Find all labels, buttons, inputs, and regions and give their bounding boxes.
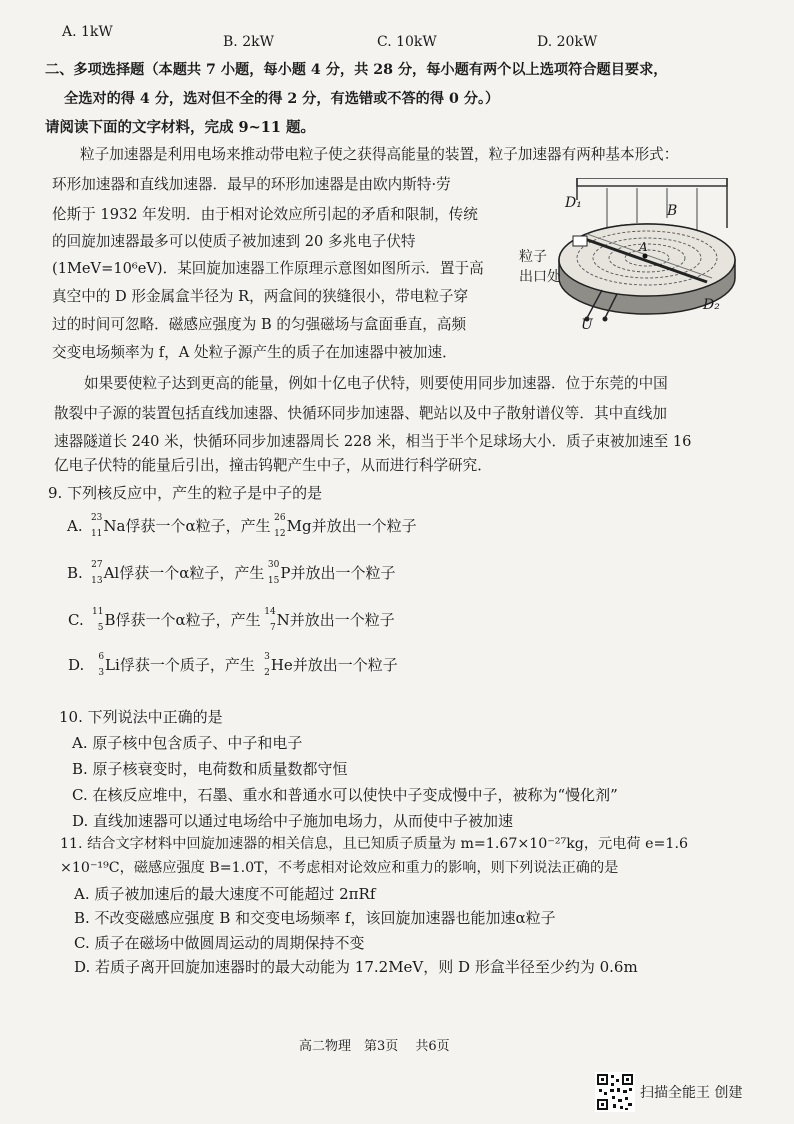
option-text: 俘获一个质子，产生 [119, 656, 255, 674]
cyclotron-diagram [517, 178, 737, 338]
section-heading: 二、多项选择题（本题共 7 小题，每小题 4 分，共 28 分，每小题有两个以上选项符合题目要求， [45, 62, 668, 78]
mass-number: 26 [274, 513, 286, 523]
option-d: D. 20kW [537, 34, 598, 50]
q10-option-b: B. 原子核衰变时，电荷数和质量数都守恒 [72, 760, 348, 778]
option-label: C. [68, 611, 84, 629]
q10-option-a: A. 原子核中包含质子、中子和电子 [72, 734, 303, 752]
atomic-number: 15 [267, 576, 280, 586]
atomic-number: 13 [91, 576, 103, 586]
a-label: A [639, 240, 648, 254]
passage-line: 真空中的 D 形金属盒半径为 R，两盒间的狭缝很小，带电粒子穿 [52, 288, 469, 305]
nuclide-notation [89, 607, 105, 633]
element-symbol: Na [103, 517, 126, 535]
element-symbol: Mg [286, 517, 312, 535]
option-text: 并放出一个粒子 [289, 611, 395, 629]
passage-line: (1MeV=10⁶eV)．某回旋加速器工作原理示意图如图所示．置于高 [52, 260, 484, 277]
option-a: A. 1kW [62, 24, 113, 40]
qr-code-icon [595, 1072, 635, 1112]
nuclide-notation [271, 513, 287, 539]
mass-number: 14 [264, 607, 276, 617]
q9-option-a [67, 513, 417, 539]
q11-option-d: D. 若质子离开回旋加速器时的最大动能为 17.2MeV，则 D 形盒半径至少约为 0.6m [74, 958, 638, 976]
mass-number: 23 [90, 513, 103, 523]
q11-option-c: C. 质子在磁场中做圆周运动的周期保持不变 [74, 934, 365, 952]
passage-line: 散裂中子源的装置包括直线加速器、快循环同步加速器、靶站以及中子散射谱仪等．其中直线加 [54, 405, 667, 422]
q11-option-a: A. 质子被加速后的最大速度不可能超过 2πRf [74, 885, 376, 903]
q11-option-b: B. 不改变磁感应强度 B 和交变电场频率 f，该回旋加速器也能加速α粒子 [74, 909, 556, 927]
element-symbol: Li [105, 656, 120, 674]
q10-option-d: D. 直线加速器可以通过电场给中子施加电场力，从而使中子被加速 [72, 812, 514, 830]
nuclide-notation [255, 652, 271, 678]
option-c: C. 10kW [377, 34, 437, 50]
option-text: 俘获一个α粒子，产生 [119, 564, 265, 582]
atomic-number: 2 [264, 668, 270, 678]
nuclide-notation [88, 560, 104, 586]
d2-label: D₂ [703, 297, 720, 313]
nuclide-notation [89, 652, 105, 678]
scanner-watermark: 扫描全能王 创建 [640, 1085, 743, 1101]
atomic-number: 7 [269, 623, 276, 633]
element-symbol: N [276, 611, 290, 629]
q9-option-b [67, 560, 396, 586]
mass-number: 3 [264, 652, 270, 662]
passage-line: 如果要使粒子达到更高的能量，例如十亿电子伏特，则要使用同步加速器．位于东莞的中国 [84, 375, 668, 392]
q10-stem: 10. 下列说法中正确的是 [59, 708, 223, 726]
option-text: 并放出一个粒子 [292, 656, 398, 674]
option-text: 并放出一个粒子 [290, 564, 396, 582]
reading-instruction: 请阅读下面的文字材料，完成 9~11 题。 [45, 119, 316, 136]
atomic-number: 3 [98, 668, 105, 678]
passage-line: 速器隧道长 240 米，快循环同步加速器周长 228 米，相当于半个足球场大小．质子束被加速至 16 [54, 433, 692, 450]
passage-line: 亿电子伏特的能量后引出，撞击钨靶产生中子，从而进行科学研究． [54, 457, 492, 474]
mass-number: 27 [91, 560, 103, 570]
q11-stem-cont: ×10⁻¹⁹C，磁感应强度 B=1.0T，不考虑相对论效应和重力的影响，则下列说法正确的是 [60, 860, 619, 876]
option-label: B. [67, 564, 83, 582]
nuclide-notation [264, 560, 280, 586]
nuclide-notation [261, 607, 277, 633]
outlet-label: 粒子 [519, 249, 547, 265]
d1-label: D₁ [565, 195, 582, 211]
option-text: 并放出一个粒子 [311, 517, 417, 535]
passage-line: 过的时间可忽略．磁感应强度为 B 的匀强磁场与盒面垂直，高频 [52, 316, 467, 333]
outlet-label: 出口处 [519, 269, 561, 285]
nuclide-notation [87, 513, 103, 539]
q11-stem: 11. 结合文字材料中回旋加速器的相关信息，且已知质子质量为 m=1.67×10⁻²⁷kg，元电荷 e=1.6 [60, 836, 688, 852]
element-symbol: P [280, 564, 291, 582]
passage-line: 粒子加速器是利用电场来推动带电粒子使之获得高能量的装置，粒子加速器有两种基本形式： [80, 146, 679, 163]
cyclotron-illustration [517, 178, 737, 338]
atomic-number: 5 [97, 623, 104, 633]
element-symbol: He [270, 656, 293, 674]
element-symbol: Al [103, 564, 120, 582]
option-label: D. [68, 656, 85, 674]
passage-line: 伦斯于 1932 年发明．由于相对论效应所引起的矛盾和限制，传统 [52, 206, 478, 223]
mass-number: 30 [267, 560, 280, 570]
atomic-number: 12 [274, 529, 286, 539]
q10-option-c: C. 在核反应堆中，石墨、重水和普通水可以使快中子变成慢中子，被称为“慢化剂” [72, 786, 618, 804]
section-heading-cont: 全选对的得 4 分，选对但不全的得 2 分，有选错或不答的得 0 分。） [64, 91, 500, 107]
option-text: 俘获一个α粒子，产生 [115, 611, 261, 629]
atomic-number: 11 [90, 529, 103, 539]
q9-stem: 9. 下列核反应中，产生的粒子是中子的是 [48, 484, 323, 502]
mass-number: 6 [98, 652, 105, 662]
q9-option-d [68, 652, 398, 678]
element-symbol: B [104, 611, 116, 629]
passage-line: 的回旋加速器最多可以使质子被加速到 20 多兆电子伏特 [52, 233, 416, 250]
passage-line: 交变电场频率为 f，A 处粒子源产生的质子在加速器中被加速． [52, 344, 457, 361]
option-label: A. [67, 517, 83, 535]
passage-line: 环形加速器和直线加速器．最早的环形加速器是由欧内斯特·劳 [52, 176, 451, 193]
u-label: U [581, 317, 593, 333]
mass-number: 11 [92, 607, 104, 617]
option-b: B. 2kW [223, 34, 274, 50]
b-label: B [667, 203, 678, 219]
page-footer: 高二物理 第3页 共6页 [299, 1039, 450, 1054]
q9-option-c [68, 607, 395, 633]
option-text: 俘获一个α粒子，产生 [125, 517, 271, 535]
